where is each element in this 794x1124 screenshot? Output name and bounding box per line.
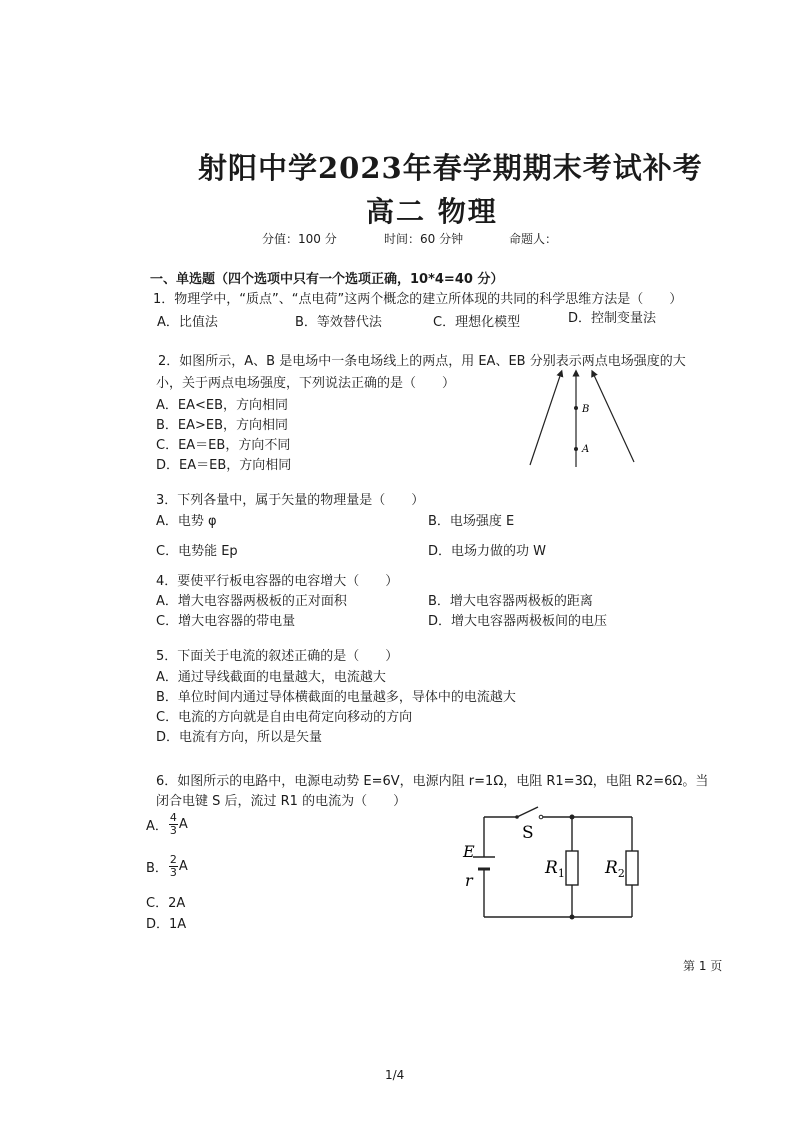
page-label: 第 1 页 — [683, 959, 723, 973]
q6-option-a-prefix: A． — [146, 819, 168, 834]
q6-option-b-prefix: B． — [146, 861, 168, 876]
junction-bottom — [570, 915, 575, 920]
q6-stem-line1: 6．如图所示的电路中，电源电动势 E=6V，电源内阻 r=1Ω，电阻 R1=3Ω，电阻 R2=6Ω。当 — [156, 774, 709, 789]
section-heading: 一、单选题（四个选项中只有一个选项正确，10*4=40 分） — [150, 272, 504, 287]
q1-option-b: B．等效替代法 — [295, 315, 382, 330]
field-line-left — [530, 373, 561, 465]
q6-option-a-numerator: 4 — [169, 811, 177, 824]
q6-option-b-numerator: 2 — [169, 853, 177, 866]
q6-option-a-fraction — [169, 812, 178, 837]
q3-option-c: C．电势能 Ep — [156, 544, 238, 559]
q6-option-b-fraction — [169, 854, 178, 879]
q5-option-d: D．电流有方向，所以是矢量 — [156, 730, 323, 745]
q2-stem-line2: 小，关于两点电场强度，下列说法正确的是（ ） — [156, 376, 456, 391]
resistor-r1 — [566, 851, 578, 885]
q4-stem: 4．要使平行板电容器的电容增大（ ） — [156, 574, 399, 589]
q1-option-c: C．理想化模型 — [433, 315, 521, 330]
q1-option-a: A．比值法 — [157, 315, 218, 330]
page-count: 1/4 — [385, 1068, 405, 1082]
q2-stem-line1: 2．如图所示，A、B 是电场中一条电场线上的两点，用 EA、EB 分别表示两点电场强度的大 — [158, 354, 686, 369]
q3-option-a: A．电势 φ — [156, 514, 217, 529]
point-a-label: A — [582, 444, 590, 455]
q4-option-a: A．增大电容器两极板的正对面积 — [156, 594, 347, 609]
author-info: 命题人： — [509, 232, 558, 246]
electric-field-line-figure — [520, 365, 650, 475]
label-switch: S — [522, 823, 534, 843]
q4-option-b: B．增大电容器两极板的距离 — [428, 594, 593, 609]
point-b-dot — [574, 406, 578, 410]
q5-option-c: C．电流的方向就是自由电荷定向移动的方向 — [156, 710, 413, 725]
q6-option-b-denominator: 3 — [169, 866, 177, 879]
q6-option-d: D．1A — [146, 917, 187, 932]
score-info: 分值：100 分 — [262, 232, 337, 246]
q6-option-a-unit: A — [178, 817, 188, 832]
q6-option-a-denominator: 3 — [169, 824, 177, 837]
q3-stem: 3．下列各量中，属于矢量的物理量是（ ） — [156, 493, 425, 508]
q6-option-b-unit: A — [178, 859, 188, 874]
q1-stem: 1．物理学中，“质点”、“点电荷”这两个概念的建立所体现的共同的科学思维方法是（ ） — [153, 292, 683, 307]
q6-option-c: C．2A — [146, 896, 186, 911]
label-r1: $R_1$ — [545, 858, 565, 880]
circuit-diagram — [455, 800, 655, 930]
label-emf: E — [463, 842, 475, 861]
q4-option-d: D．增大电容器两极板间的电压 — [428, 614, 608, 629]
q3-option-b: B．电场强度 E — [428, 514, 515, 529]
label-internal-resistance: r — [465, 871, 473, 890]
q2-option-a: A．EA<EB，方向相同 — [156, 398, 289, 413]
q5-option-b: B．单位时间内通过导体横截面的电量越多，导体中的电流越大 — [156, 690, 516, 705]
q6-option-a — [146, 812, 188, 837]
switch-blade — [517, 807, 538, 817]
q1-option-d: D．控制变量法 — [568, 311, 657, 326]
field-line-right — [593, 373, 634, 462]
junction-top — [570, 815, 575, 820]
q2-option-b: B．EA>EB，方向相同 — [156, 418, 289, 433]
q4-option-c: C．增大电容器的带电量 — [156, 614, 296, 629]
exam-title: 射阳中学2023年春学期期末考试补考 — [198, 151, 703, 185]
time-info: 时间：60 分钟 — [384, 232, 464, 246]
point-b-label: B — [582, 404, 590, 415]
q3-option-d: D．电场力做的功 W — [428, 544, 546, 559]
exam-subtitle: 高二 物理 — [366, 195, 498, 228]
q6-stem-line2: 闭合电键 S 后，流过 R1 的电流为（ ） — [156, 794, 407, 809]
resistor-r2 — [626, 851, 638, 885]
label-r2: $R_2$ — [605, 858, 625, 880]
q2-option-d: D．EA＝EB，方向相同 — [156, 458, 292, 473]
q2-option-c: C．EA＝EB，方向不同 — [156, 438, 291, 453]
q5-option-a: A．通过导线截面的电量越大，电流越大 — [156, 670, 386, 685]
q5-stem: 5．下面关于电流的叙述正确的是（ ） — [156, 649, 399, 664]
q6-option-b — [146, 854, 188, 879]
switch-pivot — [515, 815, 519, 819]
point-a-dot — [574, 447, 578, 451]
switch-contact — [539, 815, 543, 819]
